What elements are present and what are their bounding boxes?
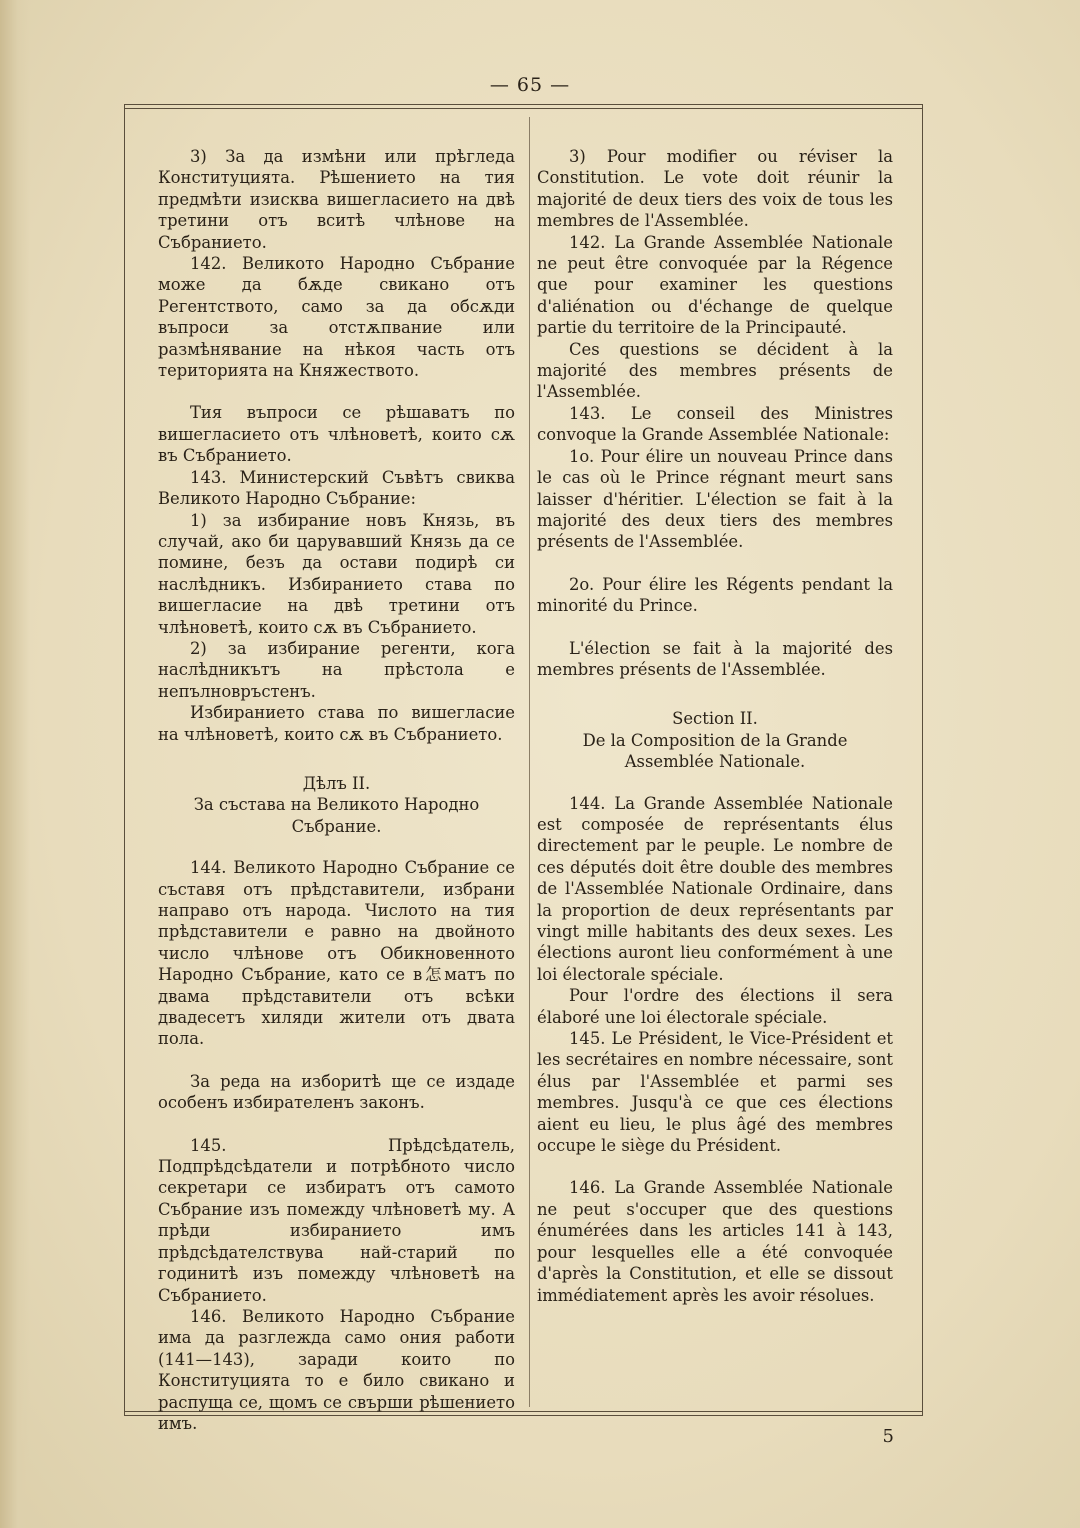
fr-article-146: 146. La Grande Assemblée Nationale ne peut s'occuper que des questions énumérées dans les articles 141 à 143, pour lesquelles elle a été convoquée d'après la Constitution, et elle se dissout immédiatement après les avoir résolues.	[537, 1178, 893, 1305]
fr-majority-rule: Ces questions se décident à la majorité des membres présents de l'Assemblée.	[537, 339, 893, 402]
bg-article-146: 146. Великото Народно Събрание има да разглежда само ония работи (141—143), заради които по Конституцията то е било свикано и распуща се, щомъ се свърши рѣшението имъ.	[158, 1306, 515, 1433]
fr-article-141-item-3: 3) Pour modifier ou réviser la Constitution. Le vote doit réunir la majorité de deux tiers des voix de tous les membres de l'Assemblée.	[537, 147, 893, 231]
bg-majority-rule: Тия въпроси се рѣшаватъ по вишегласието отъ члѣноветѣ, които сѫ въ Събранието.	[158, 403, 515, 466]
bg-article-142: 142. Великото Народно Събрание може да бѫде свикано отъ Регентството, само за да обсѫди въпроси за отстѫпвание или размѣнявание на нѣкоя часть отъ територията на Княжеството.	[158, 254, 515, 381]
fr-article-143-item-2: 2o. Pour élire les Régents pendant la minorité du Prince.	[537, 574, 893, 616]
bulgarian-column	[158, 146, 515, 1434]
fr-electoral-law: Pour l'ordre des élections il sera élaboré une loi électorale spéciale.	[537, 986, 893, 1027]
fr-article-144: 144. La Grande Assemblée Nationale est composée de représentants élus directement par le peuple. Le nombre de ces députés doit être double des membres de l'Assemblée Nationale Ordinaire, dans la proportion de deux représentants par vingt mille habitants des deux sexes. Les élections auront lieu conformément à une loi électorale spéciale.	[537, 793, 893, 984]
page-number: — 65 —	[489, 74, 571, 96]
fr-section-subtitle: De la Composition de la Grande Assemblée Nationale.	[582, 730, 848, 772]
signature-mark: 5	[882, 1426, 894, 1447]
bg-section-title: Дѣлъ II.	[302, 773, 371, 793]
french-column	[537, 146, 893, 1306]
bg-section-subtitle: За състава на Великото Народно Събрание.	[193, 795, 480, 836]
bg-article-143-item-2: 2) за избирание регенти, кога наслѣдникътъ на прѣстола е непълновръстенъ.	[158, 638, 515, 701]
fr-article-145: 145. Le Président, le Vice-Président et les secrétaires en nombre nécessaire, sont élus par l'Assemblée et parmi ses membres. Jusqu'à ce que ces élections aient eu lieu, le plus âgé des membres occupe le siège du Président.	[537, 1029, 893, 1156]
bg-election-rule: Избиранието става по вишегласие на члѣноветѣ, които сѫ въ Събранието.	[158, 703, 515, 744]
bg-article-143-item-1: 1) за избирание новъ Князь, въ случай, ако би царувавший Князь да се помине, безъ да остави подирѣ си наслѣдникъ. Избиранието става по вишегласие на двѣ третини отъ члѣноветѣ, които сѫ въ Събранието.	[158, 510, 515, 637]
bg-article-141-item-3: 3) За да измѣни или прѣгледа Конституцията. Рѣшението на тия предмѣти изисква вишегласието на двѣ третини отъ вситѣ члѣнове на Събранието.	[158, 147, 515, 252]
book-spine-shadow	[0, 0, 30, 1528]
bg-article-144: 144. Великото Народно Събрание се съставя отъ прѣдставители, избрани направо отъ народа. Числото на тия прѣдставители е равно на двойното число члѣнове отъ Обикновенното Народно Събрание, като се в怎матъ по двама прѣдставители отъ всѣки двадесетъ хиляди жители отъ двата пола.	[158, 858, 515, 1049]
bg-article-143: 143. Министерский Съвѣтъ свиква Великото Народно Събрание:	[158, 467, 515, 509]
fr-article-143: 143. Le conseil des Ministres convoque la Grande Assemblée Nationale:	[537, 403, 893, 445]
fr-section-title: Section II.	[672, 709, 758, 729]
bg-article-145: 145. Прѣдсѣдатель, Подпрѣдсѣдатели и потрѣбното число секретари се избиратъ отъ самото Събрание изъ помежду члѣноветѣ му. А прѣди избиранието имъ прѣдсѣдателствува най-старий по годинитѣ изъ помежду члѣноветѣ на Събранието.	[158, 1135, 515, 1305]
fr-election-rule: L'élection se fait à la majorité des membres présents de l'Assemblée.	[537, 638, 893, 679]
fr-article-142: 142. La Grande Assemblée Nationale ne peut être convoquée par la Régence que pour examiner les questions d'aliénation ou d'échange de quelque partie du territoire de la Principauté.	[537, 232, 893, 338]
bg-electoral-law: За реда на изборитѣ ще се издаде особенъ избирателенъ законъ.	[158, 1071, 515, 1113]
fr-article-143-item-1: 1o. Pour élire un nouveau Prince dans le cas où le Prince régnant meurt sans laisser d'héritier. L'élection se fait à la majorité des deux tiers des membres présents de l'Assemblée.	[537, 446, 893, 552]
column-divider	[529, 117, 530, 1407]
